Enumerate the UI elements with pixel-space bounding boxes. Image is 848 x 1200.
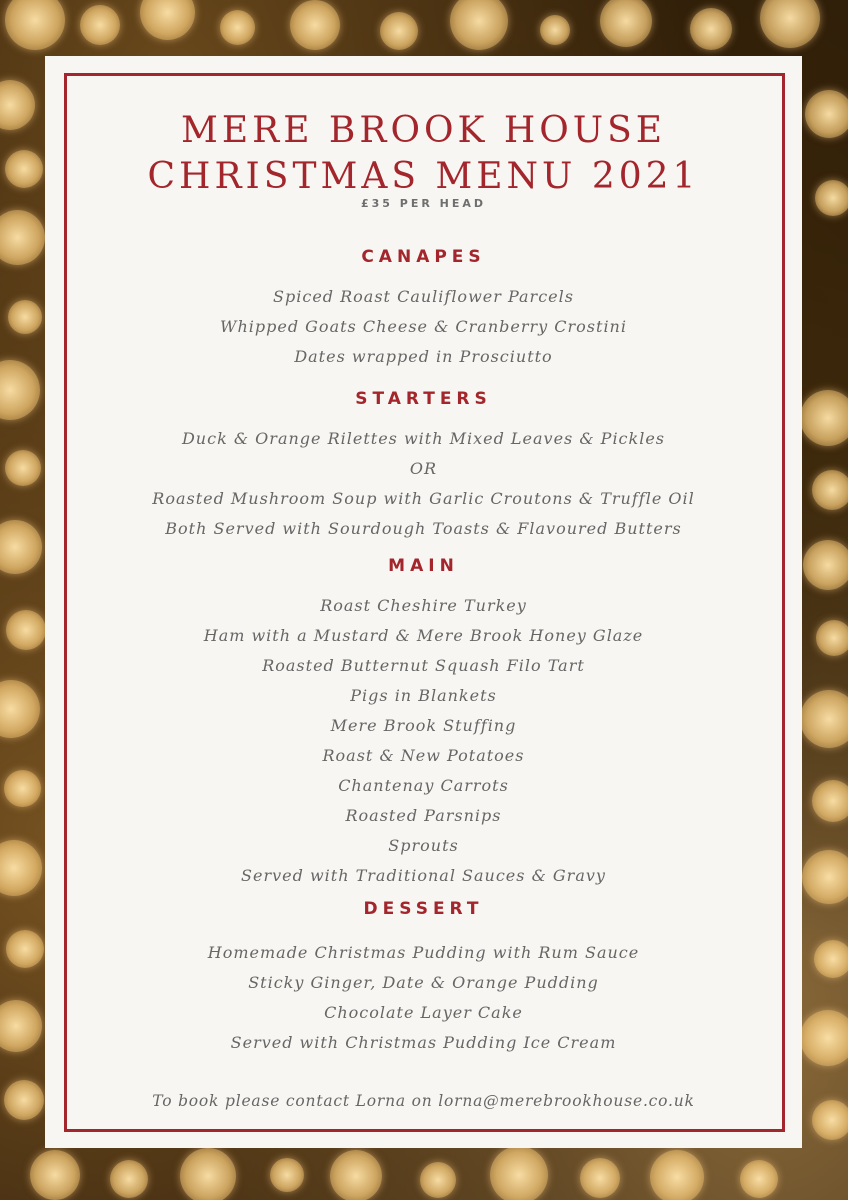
menu-item: Whipped Goats Cheese & Cranberry Crostini	[220, 317, 627, 336]
main-list	[45, 591, 802, 891]
menu-title-line2: CHRISTMAS MENU 2021	[147, 156, 700, 197]
menu-item: Ham with a Mustard & Mere Brook Honey Glaze	[203, 626, 644, 645]
section-heading-main: MAIN	[388, 556, 459, 576]
menu-item: Roast Cheshire Turkey	[320, 596, 527, 615]
menu-item: Sprouts	[388, 836, 459, 855]
price-per-head: £35 PER HEAD	[360, 197, 487, 210]
menu-item: Sticky Ginger, Date & Orange Pudding	[248, 973, 599, 992]
menu-item: Dates wrapped in Prosciutto	[294, 347, 553, 366]
section-heading-canapes: CANAPES	[361, 247, 486, 267]
menu-item: Both Served with Sourdough Toasts & Flavoured Butters	[165, 519, 682, 538]
menu-title	[45, 108, 802, 200]
menu-item: Roasted Mushroom Soup with Garlic Croutons & Truffle Oil	[152, 489, 695, 508]
menu-item: Chantenay Carrots	[338, 776, 509, 795]
menu-title-line1: MERE BROOK HOUSE	[180, 110, 667, 151]
section-heading-starters: STARTERS	[355, 389, 492, 409]
menu-item: Served with Traditional Sauces & Gravy	[241, 866, 606, 885]
starters-list	[45, 424, 802, 544]
menu-item: Homemade Christmas Pudding with Rum Sauce	[207, 943, 640, 962]
menu-item: Roasted Butternut Squash Filo Tart	[262, 656, 585, 675]
menu-item: Pigs in Blankets	[350, 686, 497, 705]
booking-contact: To book please contact Lorna on lorna@merebrookhouse.co.uk	[152, 1092, 695, 1110]
dessert-list	[45, 938, 802, 1058]
section-heading-dessert: DESSERT	[363, 899, 484, 919]
menu-item: Roast & New Potatoes	[322, 746, 525, 765]
canapes-list	[45, 282, 802, 372]
menu-item: OR	[409, 459, 438, 478]
menu-item: Chocolate Layer Cake	[324, 1003, 523, 1022]
menu-item: Roasted Parsnips	[345, 806, 502, 825]
menu-item: Served with Christmas Pudding Ice Cream	[230, 1033, 617, 1052]
menu-item: Spiced Roast Cauliflower Parcels	[273, 287, 574, 306]
menu-item: Duck & Orange Rilettes with Mixed Leaves & Pickles	[181, 429, 666, 448]
menu-item: Mere Brook Stuffing	[330, 716, 517, 735]
menu-card	[45, 56, 802, 1148]
